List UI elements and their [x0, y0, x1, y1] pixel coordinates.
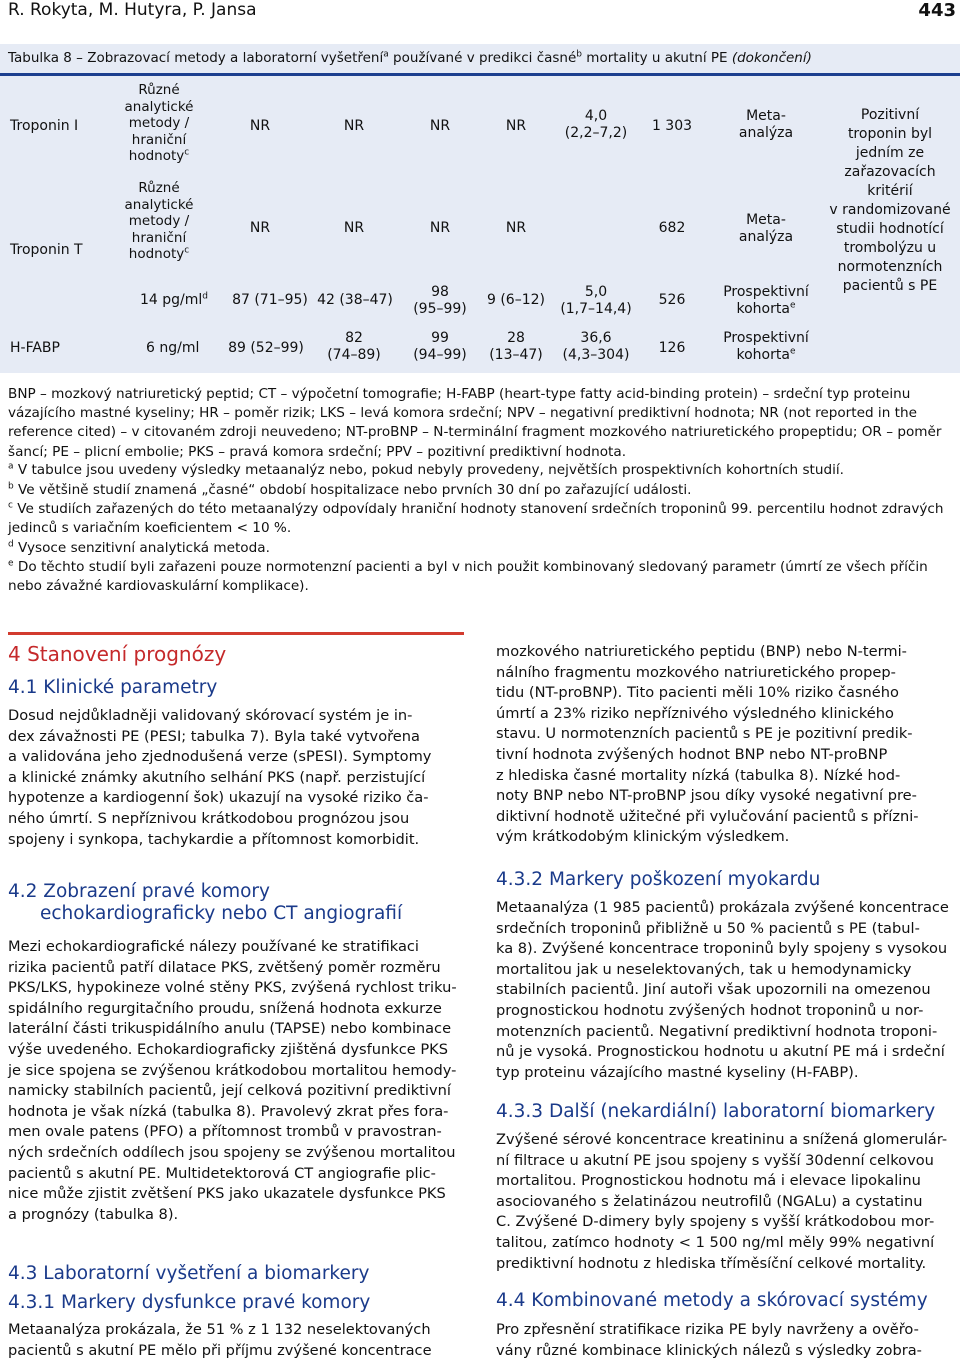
paragraph-4-4: Pro zpřesnění stratifikace rizika PE byly navrženy a ověřo- vány různé kombinace klinických nálezů s výsledky zobra- [496, 1321, 922, 1359]
cell-ti-type: Meta- analýza [738, 108, 794, 141]
heading-4-3: 4.3 Laboratorní vyšetření a biomarkery [8, 1263, 370, 1284]
cell-ti-2: NR [343, 118, 365, 134]
cell-tths-type: Prospektivní kohorta$^e$ [723, 284, 809, 317]
cell-hf-type: Prospektivní kohorta$^e$ [723, 330, 809, 363]
table-caption: Tabulka 8 – Zobrazovací metody a laboratorní vyšetření$^a$ používané v predikci časné$^b$ mortality u akutní PE (dokončení) [8, 49, 812, 66]
section-rule [8, 632, 464, 635]
cell-tt-3: NR [429, 220, 451, 236]
cell-hf-4: 28 (13–47) [489, 330, 543, 363]
footnote-d: $^d$ Vysoce senzitivní analytická metoda. [8, 539, 270, 556]
cell-tt-2: NR [343, 220, 365, 236]
table-comment: Pozitivní troponin byl jedním ze zařazovacích kritérií v randomizované studii hodnotící trombolýzu u normotenzních pacientů s PE [829, 107, 951, 294]
table-top-rule [0, 73, 960, 76]
row-label-h-fabp: H-FABP [10, 340, 60, 356]
cell-tt-1: NR [249, 220, 271, 236]
table-abbreviations: BNP – mozkový natriuretický peptid; CT – výpočetní tomografie; H-FABP (heart-type fatty acid-binding protein) – srdeční typ proteinu vázajícího mastné kyseliny; HR – poměr rizik; LKS – levá komora srdeční; NPV – negativní prediktivní hodnota; NR (not reported in the reference cited) – v citovaném zdroji neuvedeno; NT-proBNP – N-terminální fragment mozkového natriuretického propeptidu; OR – poměr šancí; PE – plicní embolie; PKS – pravá komora srdeční; PPV – pozitivní prediktivní hodnota. [8, 386, 942, 460]
threshold-troponin-t-hs: 14 $pg/ml^d$ [140, 291, 209, 308]
cell-hf-2: 82 (74–89) [327, 330, 381, 363]
heading-4: 4 Stanovení prognózy [8, 642, 227, 666]
heading-4-2: 4.2 Zobrazení pravé komory echokardiograficky nebo CT angiografií [8, 881, 403, 924]
paragraph-4-3-1: Metaanalýza prokázala, že 51 % z 1 132 neselektovaných pacientů s akutní PE mělo při příjmu zvýšené koncentrace [8, 1321, 432, 1359]
cell-ti-1: NR [249, 118, 271, 134]
row-label-troponin-t: Troponin T [10, 242, 83, 258]
cell-hf-5: 36,6 (4,3–304) [562, 330, 630, 363]
row-label-troponin-i: Troponin I [10, 118, 79, 134]
footnote-c: $^c$ Ve studiích zařazených do této metaanalýzy odpovídaly hraniční hodnoty stanovení srdečních troponinů 99. percentilu hodnot zdravých jedinců s variačním koeficientem < 10 %. [8, 500, 944, 537]
paragraph-4-3-2: Metaanalýza (1 985 pacientů) prokázala zvýšené koncentrace srdečních troponinů přibližně u 50 % pacientů s PE (tabul- ka 8). Zvýšené koncentrace troponinů byly spojeny s vysokou mortalitou jak u neselektovaných, tak u hemodynamicky stabilních pacientů. Jiní autoři však upozornili na omezenou prognostickou hodnotu zvýšených hodnot troponinů u nor- motenzních pacientů. Negativní prediktivní hodnota troponi- nů je vysoká. Prognostickou hodnotu u akutní PE má i srdeční typ proteinu vázajícího mastné kyseliny (H-FABP). [496, 899, 949, 1081]
running-header-authors: R. Rokyta, M. Hutyra, P. Jansa [8, 0, 257, 20]
heading-4-3-2: 4.3.2 Markery poškození myokardu [496, 869, 821, 890]
threshold-troponin-i: Různé analytické metody / hraniční hodnoty$^c$ [124, 82, 194, 164]
cell-tt-n: 682 [658, 220, 686, 236]
footnote-a: $^a$ V tabulce jsou uvedeny výsledky metaanalýz nebo, pokud nebyly provedeny, největších prospektivních kohortních studií. [8, 461, 844, 478]
heading-4-3-3: 4.3.3 Další (nekardiální) laboratorní biomarkery [496, 1101, 936, 1122]
cell-tths-3: 98 (95–99) [413, 284, 467, 317]
cell-ti-4: NR [505, 118, 527, 134]
threshold-troponin-t: Různé analytické metody / hraniční hodnoty$^c$ [124, 180, 194, 262]
cell-tths-4: 9 (6–12) [486, 292, 545, 308]
footnote-b: $^b$ Ve většině studií znamená „časné“ období hospitalizace nebo prvních 30 dní po zařazující události. [8, 481, 692, 498]
cell-tths-2: 42 (38–47) [317, 292, 393, 308]
cell-ti-n: 1 303 [651, 118, 693, 134]
cell-tths-1: 87 (71–95) [232, 292, 308, 308]
heading-4-4: 4.4 Kombinované metody a skórovací systémy [496, 1290, 928, 1311]
cell-hf-3: 99 (94–99) [413, 330, 467, 363]
paragraph-4-3-3: Zvýšené sérové koncentrace kreatininu a snížená glomerulár- ní filtrace u akutní PE jsou spojeny s vyšší 30denní celkovou mortalitou. Prognostickou hodnotu má i elevace lipokalinu asociovaného s želatinázou neutrofilů (NGALu) a cystatinu C. Zvýšené D-dimery byly spojeny s vyšší krátkodobou mor- talitou, zatímco hodnoty < 1 500 ng/ml měly 99% negativní prediktivní hodnotu z hlediska tříměsíční celkové mortality. [496, 1131, 948, 1272]
cell-tths-5: 5,0 (1,7–14,4) [560, 284, 632, 317]
page-number: 443 [918, 0, 956, 21]
cell-hf-1: 89 (52–99) [228, 340, 304, 356]
threshold-h-fabp: 6 ng/ml [146, 340, 200, 356]
cell-tt-4: NR [505, 220, 527, 236]
cell-ti-3: NR [429, 118, 451, 134]
paragraph-4-1: Dosud nejdůkladněji validovaný skórovací systém je in- dex závažnosti PE (PESI; tabulka 7). Byla také vytvořena a validována jeho zjednodušená verze (sPESI). Symptomy a klinické známky akutního selhání PKS (např. perzistující hypotenze a kardiogenní šok) ukazují na vysoké riziko ča- ného úmrtí. S nepříznivou krátkodobou prognózou jsou spojeny i synkopa, tachykardie a přítomnost komorbidit. [8, 707, 432, 848]
cell-hf-n: 126 [658, 340, 686, 356]
footnote-e: $^e$ Do těchto studií byli zařazeni pouze normotenzní pacienti a byl v nich použit kombinovaný sledovaný parametr (úmrtí ze všech příčin nebo závažné kardiovaskulární komplikace). [8, 558, 928, 595]
cell-ti-5: 4,0 (2,2–7,2) [564, 108, 628, 141]
paragraph-4-2: Mezi echokardiografické nálezy používané ke stratifikaci rizika pacientů patří dilatace PKS, zvětšený poměr rozměru PKS/LKS, hypokineze volné stěny PKS, zvýšená rychlost triku- spidálního regurgitačního proudu, snížená hodnota exkurze laterální části trikuspidálního anulu (TAPSE) nebo kombinace výše uvedeného. Echokardiograficky zjištěná dysfunkce PKS je sice spojena se zvýšenou krátkodobou mortalitou hemody- namicky stabilních pacientů, její celková pozitivní prediktivní hodnota je však nízká (tabulka 8). Pravolevý zkrat přes fora- men ovale patens (PFO) a přítomnost trombů v pravostran- ných srdečních oddílech jsou spojeny se zvýšenou mortalitou pacientů s akutní PE. Multidetektorová CT angiografie plic- nice může zjistit zvětšení PKS jako ukazatele dysfunkce PKS a prognózy (tabulka 8). [8, 938, 457, 1223]
paragraph-4-3-1-cont: mozkového natriuretického peptidu (BNP) nebo N-termi- nálního fragmentu mozkového natriuretického propep- tidu (NT-proBNP). Tito pacienti měli 10% riziko časného úmrtí a 23% riziko nepříznivého výsledného klinického stavu. U normotenzních pacientů s PE je pozitivní predik- tivní hodnota zvýšených hodnot BNP nebo NT-proBNP z hlediska časné mortality nízká (tabulka 8). Nízké hod- noty BNP nebo NT-proBNP jsou díky vysoké negativní pre- diktivní hodnotě užitečné při vylučování pacientů s přízni- vým krátkodobým klinickým výsledkem. [496, 643, 919, 846]
cell-tths-n: 526 [658, 292, 686, 308]
heading-4-3-1: 4.3.1 Markery dysfunkce pravé komory [8, 1292, 371, 1313]
heading-4-1: 4.1 Klinické parametry [8, 677, 218, 698]
cell-tt-type: Meta- analýza [738, 212, 794, 245]
